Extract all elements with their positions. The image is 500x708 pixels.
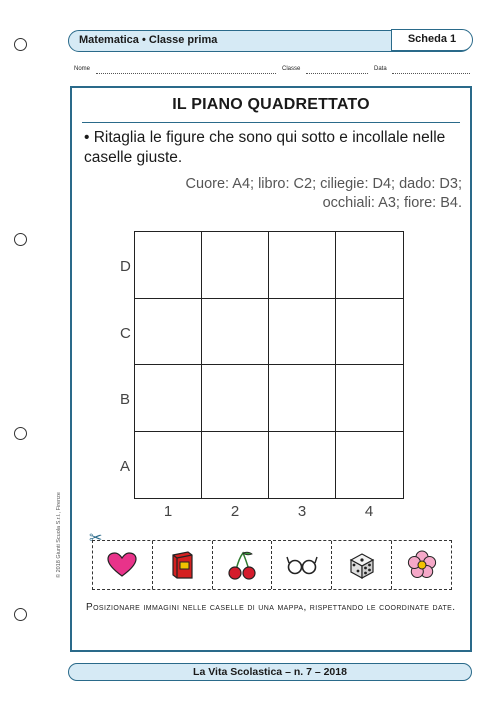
column-label-1: 1	[163, 503, 173, 520]
magazine-footer: La Vita Scolastica – n. 7 – 2018	[193, 666, 347, 678]
grid-cell-C4[interactable]	[336, 299, 403, 366]
dice-icon	[348, 551, 376, 579]
grid-cell-B2[interactable]	[202, 365, 269, 432]
column-label-2: 2	[230, 503, 240, 520]
binder-hole-lower	[14, 427, 27, 440]
instruction-text: • Ritaglia le figure che sono qui sotto e incollale nelle caselle giuste.	[84, 129, 446, 166]
header-bar	[68, 30, 472, 52]
subject-title: Matematica • Classe prima	[79, 34, 218, 46]
date-field[interactable]	[392, 73, 470, 74]
scissors-icon: ✂	[89, 530, 103, 547]
name-field[interactable]	[96, 73, 276, 74]
grid-cell-C1[interactable]	[135, 299, 202, 366]
grid-cell-A2[interactable]	[202, 432, 269, 499]
grid-cell-D1[interactable]	[135, 232, 202, 299]
row-label-A: A	[120, 458, 131, 475]
grid-cell-C2[interactable]	[202, 299, 269, 366]
exercise-box	[70, 86, 472, 652]
page-title: IL PIANO QUADRETTATO	[172, 96, 370, 113]
row-label-C: C	[120, 325, 131, 342]
grid-cell-D3[interactable]	[269, 232, 336, 299]
name-label: Nome	[74, 66, 91, 72]
row-label-D: D	[120, 258, 131, 275]
cutout-strip	[92, 540, 452, 590]
grid-cell-A3[interactable]	[269, 432, 336, 499]
cutout-flower[interactable]	[392, 541, 451, 589]
column-label-4: 4	[364, 503, 374, 520]
coordinates-line-1: Cuore: A4; libro: C2; ciliegie: D4; dado: D3;	[185, 176, 462, 192]
grid-cell-D4[interactable]	[336, 232, 403, 299]
grid-cell-A1[interactable]	[135, 432, 202, 499]
grid-cell-D2[interactable]	[202, 232, 269, 299]
grid-cell-B4[interactable]	[336, 365, 403, 432]
objective-note: Posizionare immagini nelle caselle di una mappa, rispettando le coordinate date.	[86, 602, 456, 613]
coordinate-grid	[134, 231, 404, 499]
grid-cell-C3[interactable]	[269, 299, 336, 366]
grid-cell-B1[interactable]	[135, 365, 202, 432]
heart-icon	[107, 552, 137, 578]
flower-icon	[407, 550, 437, 580]
grid-cell-A4[interactable]	[336, 432, 403, 499]
class-field[interactable]	[306, 73, 368, 74]
binder-hole-upper	[14, 233, 27, 246]
cutout-glasses[interactable]	[272, 541, 332, 589]
sheet-badge	[391, 29, 473, 51]
student-fields	[74, 66, 470, 78]
glasses-icon	[286, 554, 318, 576]
class-label: Classe	[282, 66, 301, 72]
cutout-book[interactable]	[153, 541, 213, 589]
cutout-dice[interactable]	[332, 541, 392, 589]
binder-hole-top	[14, 38, 27, 51]
footer-bar	[68, 663, 472, 681]
book-icon	[169, 550, 195, 580]
binder-hole-bottom	[14, 608, 27, 621]
row-label-B: B	[120, 391, 131, 408]
title-divider	[82, 122, 460, 123]
cherries-icon	[226, 550, 258, 580]
date-label: Data	[374, 66, 387, 72]
cutout-heart[interactable]	[93, 541, 153, 589]
copyright-text: © 2018 Giunti Scuola S.r.l., Firenze	[56, 492, 62, 578]
cutout-cherries[interactable]	[213, 541, 273, 589]
coordinates-line-2: occhiali: A3; fiore: B4.	[322, 195, 462, 211]
grid-cell-B3[interactable]	[269, 365, 336, 432]
coordinates-text	[92, 175, 462, 213]
sheet-label: Scheda 1	[407, 33, 457, 45]
column-label-3: 3	[297, 503, 307, 520]
